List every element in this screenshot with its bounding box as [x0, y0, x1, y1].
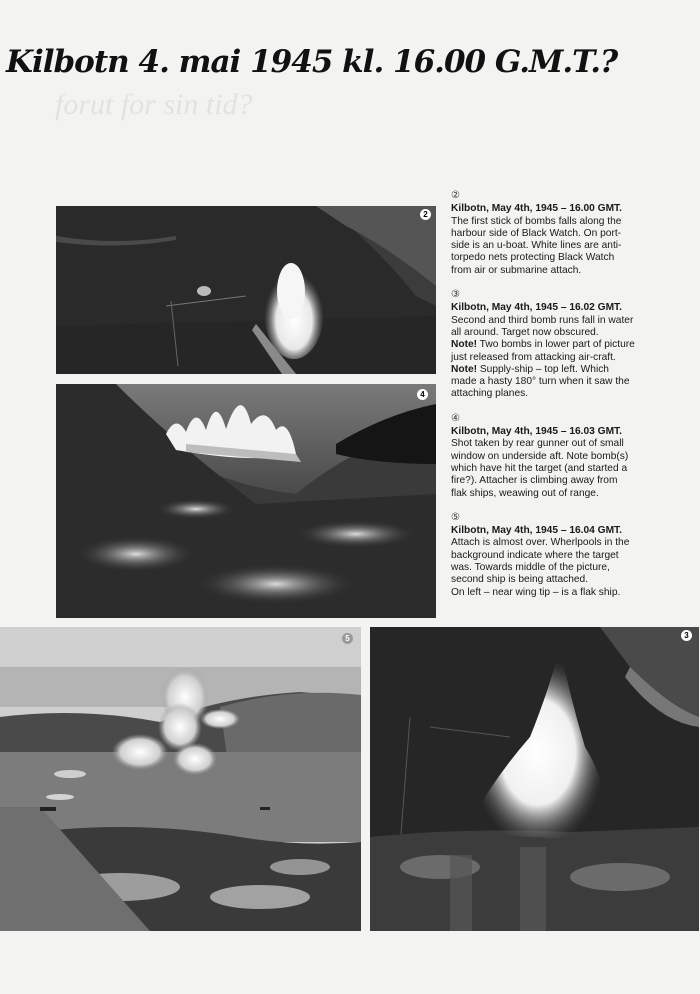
caption-2 — [451, 190, 636, 277]
caption-5 — [451, 512, 636, 599]
caption-note — [451, 339, 636, 364]
note-text: Two bombs in lower part of picture just released from attacking air-craft. — [451, 339, 635, 363]
note-label: Note! — [451, 339, 478, 351]
caption-4 — [451, 413, 636, 500]
caption-number: ⑤ — [451, 511, 460, 523]
caption-body: Second and third bomb runs fall in water all around. Target now obscured. — [451, 314, 634, 338]
caption-heading: Kilbotn, May 4th, 1945 – 16.00 GMT. — [451, 203, 622, 215]
caption-number: ③ — [451, 289, 460, 301]
caption-body-extra: On left – near wing tip – is a flak ship. — [451, 586, 621, 598]
caption-body: Shot taken by rear gunner out of small window on underside aft. Note bomb(s) which have hit the target (and started a fire?). Attacher is climbing away from flak ships, weawing out of range. — [451, 438, 629, 499]
caption-number: ② — [451, 190, 460, 201]
caption-heading: Kilbotn, May 4th, 1945 – 16.04 GMT. — [451, 525, 622, 537]
captions-column — [451, 190, 636, 611]
page-title: Kilbotn 4. mai 1945 kl. 16.00 G.M.T.? — [6, 44, 618, 80]
caption-body: The first stick of bombs falls along the harbour side of Black Watch. On port-side is an u-boat. White lines are anti-torpedo nets protecting Black Watch from air or submarine attach. — [451, 215, 622, 276]
photo-bombs-falling — [56, 206, 436, 374]
photo-number-badge: 3 — [681, 630, 692, 641]
photo-target-obscured — [370, 627, 699, 931]
photo-attack-over — [0, 627, 361, 931]
note-text: Supply-ship – top left. Which made a hasty 180° turn when it saw the attaching planes. — [451, 363, 630, 400]
note-label: Note! — [451, 363, 478, 375]
photo-number-badge: 4 — [417, 389, 428, 400]
caption-body: Attach is almost over. Wherlpools in the background indicate where the target was. Towards middle of the picture, second ship is being attached. — [451, 537, 630, 586]
photo-number-badge: 2 — [420, 209, 431, 220]
show-through-text: forut for sin tid? — [55, 88, 253, 121]
caption-heading: Kilbotn, May 4th, 1945 – 16.03 GMT. — [451, 426, 622, 438]
photo-number-badge: 5 — [342, 633, 353, 644]
caption-heading: Kilbotn, May 4th, 1945 – 16.02 GMT. — [451, 302, 622, 314]
caption-note — [451, 364, 636, 401]
photo-bomb-hits — [56, 384, 436, 618]
caption-3 — [451, 289, 636, 401]
caption-number: ④ — [451, 412, 460, 424]
